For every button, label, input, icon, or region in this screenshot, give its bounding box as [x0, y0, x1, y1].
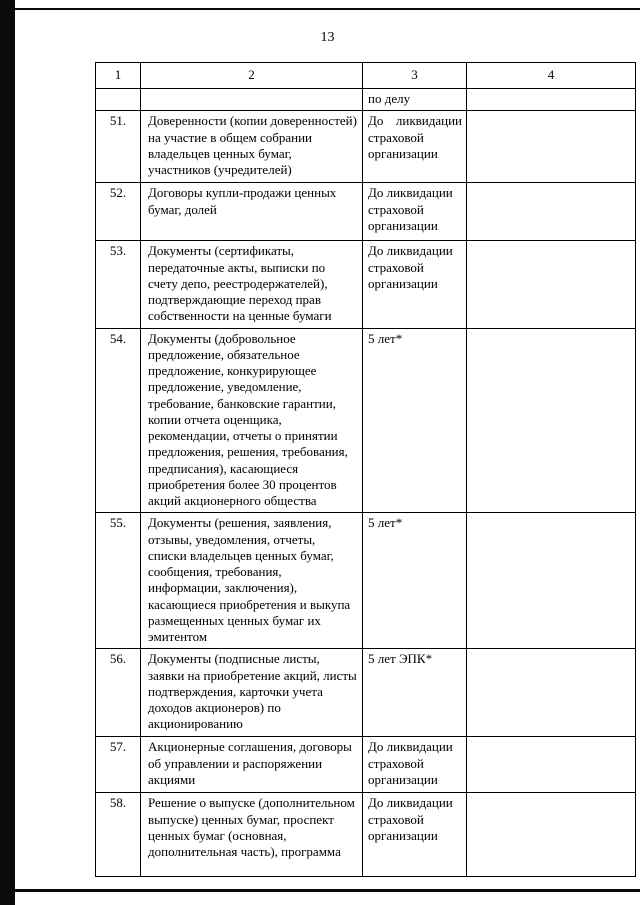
table-header-row [96, 63, 636, 89]
note-cell [467, 328, 636, 513]
description-cell: Акционерные соглашения, договоры об управлении и распоряжении акциями [141, 737, 363, 793]
table-row [96, 513, 636, 649]
row-number-cell: 52. [96, 183, 141, 241]
note-cell [467, 793, 636, 877]
term-cell: До ликвидации страховой организации [363, 793, 467, 877]
table-row [96, 328, 636, 513]
note-cell [467, 513, 636, 649]
term-cell: До ликвидации страховой организации [363, 737, 467, 793]
scan-top-edge-line [0, 8, 640, 10]
column-header-3: 3 [363, 63, 467, 89]
description-cell: Решение о выпуске (дополнительном выпуске) ценных бумаг, проспект ценных бумаг (основная, дополнительная часть), программа [141, 793, 363, 877]
table-row [96, 737, 636, 793]
row-number-cell: 55. [96, 513, 141, 649]
term-cell: 5 лет* [363, 513, 467, 649]
term-cell: 5 лет ЭПК* [363, 649, 467, 737]
table-row [96, 649, 636, 737]
description-cell: Договоры купли-продажи ценных бумаг, долей [141, 183, 363, 241]
note-cell [467, 111, 636, 183]
page-number: 13 [320, 30, 335, 45]
note-cell [467, 649, 636, 737]
row-number-cell: 56. [96, 649, 141, 737]
description-cell: Документы (добровольное предложение, обязательное предложение, конкурирующее предложение, уведомление, требование, банковские гарантии, копии отчета оценщика, рекомендации, отчеты о принятии предложения, решения, требования, предписания), касающиеся приобретения более 30 процентов акций акционерного общества [141, 328, 363, 513]
row-number-cell [96, 89, 141, 111]
column-header-2: 2 [141, 63, 363, 89]
row-number-cell: 54. [96, 328, 141, 513]
description-cell: Документы (подписные листы, заявки на приобретение акций, листы подтверждения, карточки учета доходов акционеров) по акционированию [141, 649, 363, 737]
scan-bottom-edge-line [0, 889, 640, 892]
column-header-4: 4 [467, 63, 636, 89]
row-number-cell: 57. [96, 737, 141, 793]
retention-schedule-table [95, 62, 636, 877]
description-cell [141, 89, 363, 111]
table-row [96, 241, 636, 328]
table-row [96, 793, 636, 877]
term-cell: До ликвидации страховой организации [363, 111, 467, 183]
description-cell: Документы (сертификаты, передаточные акты, выписки по счету депо, реестродержателей), подтверждающие переход прав собственности на ценные бумаги [141, 241, 363, 328]
note-cell [467, 241, 636, 328]
description-cell: Доверенности (копии доверенностей) на участие в общем собрании владельцев ценных бумаг, участников (учредителей) [141, 111, 363, 183]
term-cell: 5 лет* [363, 328, 467, 513]
note-cell [467, 183, 636, 241]
note-cell [467, 89, 636, 111]
term-cell: До ликвидации страховой организации [363, 241, 467, 328]
note-cell [467, 737, 636, 793]
description-cell: Документы (решения, заявления, отзывы, уведомления, отчеты, списки владельцев ценных бумаг, сообщения, требования, информации, заключения), касающиеся приобретения и выкупа размещенных ценных бумаг их эмитентом [141, 513, 363, 649]
term-cell: До ликвидации страховой организации [363, 183, 467, 241]
term-cell: по делу [363, 89, 467, 111]
row-number-cell: 53. [96, 241, 141, 328]
column-header-1: 1 [96, 63, 141, 89]
row-number-cell: 58. [96, 793, 141, 877]
row-number-cell: 51. [96, 111, 141, 183]
table-row [96, 89, 636, 111]
table-row [96, 111, 636, 183]
table-row [96, 183, 636, 241]
scan-left-edge-bar [0, 0, 15, 905]
